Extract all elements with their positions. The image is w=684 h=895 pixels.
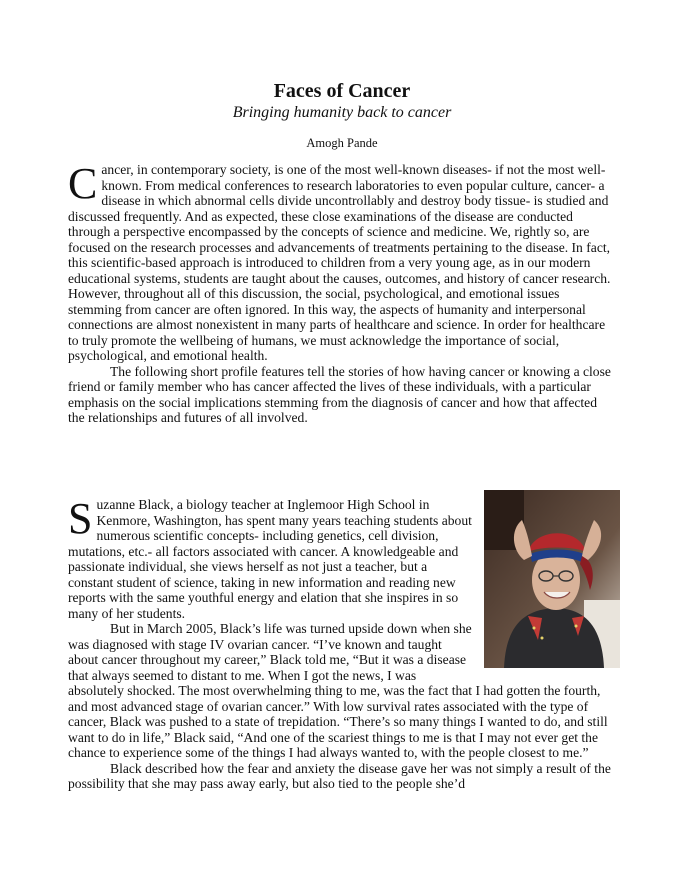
- intro-section: [68, 159, 613, 426]
- profile-paragraph-3: Black described how the fear and anxiety the disease gave her was not simply a result of the possibility that she may pass away early, but also tied to the people she’d: [68, 760, 611, 791]
- article-subtitle: Bringing humanity back to cancer: [232, 104, 452, 121]
- intro-paragraph-1: [68, 159, 613, 364]
- author-byline: Amogh Pande: [306, 136, 378, 150]
- suzanne-black-photo: [484, 490, 620, 668]
- intro-paragraph-2: The following short profile features tell the stories of how having cancer or knowing a close friend or family member who has cancer affected the lives of these individuals, with a particular emphasis on the social implications stemming from the diagnosis of cancer and how that affected the relationships and futures of all involved.: [68, 363, 611, 425]
- profile-paragraph-2: But in March 2005, Black’s life was turned upside down when she was diagnosed with stage IV ovarian cancer. “I’ve known and taught about cancer throughout my career,” Black told me, “But it was a disease that always seemed to distant to me. When I got the news, I was absolutely shocked. The most overwhelming thing to me, was the fact that I had gotten the fourth, and most advanced stage of ovarian cancer.” With low survival rates associated with the type of cancer, Black was pushed to a state of trepidation. “There’s so many things I wanted to do, and still want to do in life,” Black said, “And one of the scariest things to me is that I may not ever get the chance to experience some of the things I had always wanted to, with the people closest to me.”: [68, 621, 608, 760]
- profile-section: [68, 494, 613, 792]
- profile-paragraph-1-text: uzanne Black, a biology teacher at Inglemoor High School in Kenmore, Washington, has spent many years teaching students about numerous scientific concepts- including genetics, cell division, mutations, etc.- all factors associated with cancer. A knowledgeable and passionate individual, she views herself as not just a teacher, but a constant student of science, taking in new information and reading new reports with the same youthful energy and elation that she inspires in so many of her students.: [68, 497, 472, 621]
- intro-paragraph-1-text: ancer, in contemporary society, is one of the most well-known diseases- if not the most well-known. From medical conferences to research laboratories to even popular culture, cancer- a disease in which abnormal cells divide uncontrollably and destroy body tissue- is studied and discussed frequently. And as expected, these close examinations of the disease are conducted through a perspective encompassed by the concepts of science and medicine. We, rightly so, are focused on the research processes and advancements of treatments pertaining to the disease. In fact, this scientific-based approach is introduced to children from a very young age, as in our modern educational systems, students are taught about the causes, outcomes, and history of cancer research. However, throughout all of this discussion, the social, psychological, and emotional issues stemming from cancer are often ignored. In this way, the aspects of humanity and interpersonal connections are almost nonexistent in many parts of healthcare and science. In order for healthcare to truly promote the wellbeing of humans, we must acknowledge the importance of social, psychological, and emotional health.: [68, 162, 611, 363]
- article-title: Faces of Cancer: [273, 80, 411, 102]
- intro-dropcap: C: [68, 159, 98, 208]
- profile-dropcap: S: [68, 494, 93, 543]
- profile-photo: [484, 490, 620, 668]
